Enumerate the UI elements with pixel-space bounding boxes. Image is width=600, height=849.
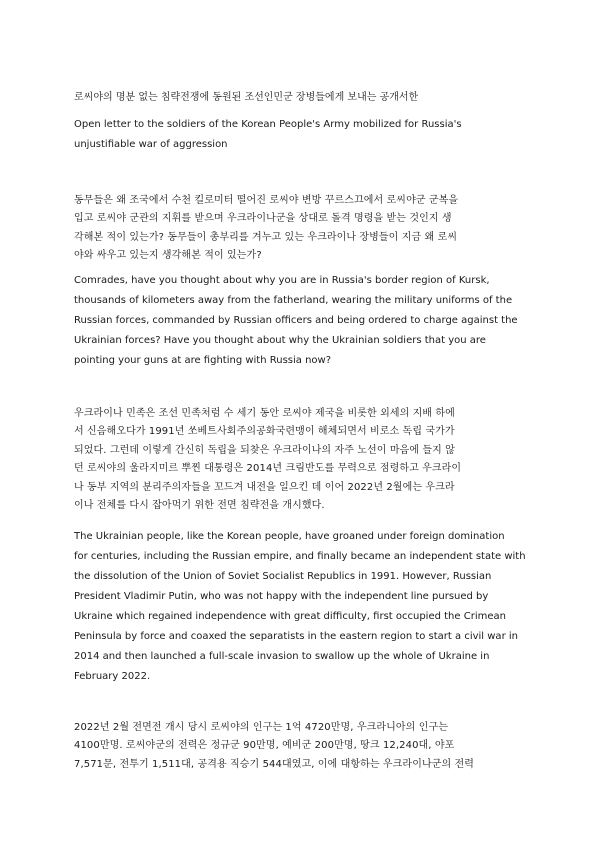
text-line: Peninsula by force and coaxed the separatists in the eastern region to start a civil war in: [74, 631, 518, 642]
text-line: 이나 전체를 다시 잡아먹기 위한 전면 침략전을 개시했다.: [74, 500, 325, 512]
text-line: The Ukrainian people, like the Korean people, have groaned under foreign domination: [74, 531, 505, 542]
text-line: 2022년 2월 전면전 개시 당시 로씨야의 인구는 1억 4720만명, 우크라니아의 인구는: [74, 722, 448, 733]
title-korean: [74, 91, 528, 105]
paragraph-2-korean: [74, 405, 528, 515]
paragraph-1-english: [74, 271, 528, 371]
text-line: 우크라이나 민족은 조선 민족처럼 수 세기 동안 로씨야 제국을 비롯한 외세의 지배 하에: [74, 408, 455, 419]
paragraph-1-korean: [74, 192, 528, 266]
text-line: 나 동부 지역의 분리주의자들을 꼬드겨 내전을 일으킨 데 이어 2022년 2월에는 우크라: [74, 481, 455, 493]
text-line: 각해본 적이 있는가? 동무들이 총부리를 겨누고 있는 우크라이나 장병들이 지금 왜 로씨: [74, 231, 458, 243]
text-line: for centuries, including the Russian empire, and finally became an independent state with: [74, 551, 526, 562]
text-line: 2014 and then launched a full-scale invasion to swallow up the whole of Ukraine in: [74, 651, 490, 662]
title-english: [74, 115, 528, 155]
text-line: Ukraine which regained independence with great difficulty, first occupied the Crimean: [74, 611, 506, 622]
text-line: thousands of kilometers away from the fatherland, wearing the military uniforms of the: [74, 295, 513, 306]
text-line: 4100만명. 로씨야군의 전력은 정규군 90만명, 예비군 200만명, 땅크 12,240대, 야포: [74, 740, 455, 752]
title-english-line: Open letter to the soldiers of the Korean People's Army mobilized for Russia's: [74, 119, 462, 130]
text-line: 던 로씨야의 울라지미르 뿌찐 대통령은 2014년 크림반도를 무력으로 점령하고 우크라이: [74, 463, 462, 475]
text-line: 입고 로씨야 군관의 지휘를 받으며 우크라이나군을 상대로 돌격 명령을 받는 것인지 생: [74, 213, 452, 225]
text-line: February 2022.: [74, 671, 151, 682]
text-line: 동무들은 왜 조국에서 수천 킬로미터 떨어진 로씨야 변방 꾸르스끄에서 로씨야군 군복을: [74, 195, 459, 206]
title-korean-line: 로씨야의 명분 없는 침략전쟁에 동원된 조선인민군 장병들에게 보내는 공개서한: [74, 92, 419, 103]
paragraph-2-english: [74, 527, 528, 687]
text-line: 서 신음해오다가 1991년 쏘베트사회주의공화국련맹이 해체되면서 비로소 독립 국가가: [74, 426, 455, 438]
text-line: 7,571문, 전투기 1,511대, 공격용 직승기 544대였고, 이에 대항하는 우크라이나군의 전력: [74, 758, 475, 770]
text-line: 되었다. 그런데 이렇게 간신히 독립을 되찾은 우크라이나의 자주 노선이 마음에 들지 않: [74, 444, 455, 456]
text-line: the dissolution of the Union of Soviet Socialist Republics in 1991. However, Russian: [74, 571, 492, 582]
text-line: 야와 싸우고 있는지 생각해본 적이 있는가?: [74, 250, 262, 262]
paragraph-3-korean: [74, 719, 528, 774]
text-line: Ukrainian forces? Have you thought about why the Ukrainian soldiers that you are: [74, 335, 486, 346]
text-line: Russian forces, commanded by Russian officers and being ordered to charge against the: [74, 315, 518, 326]
text-line: pointing your guns at are fighting with Russia now?: [74, 355, 332, 366]
text-line: Comrades, have you thought about why you are in Russia's border region of Kursk,: [74, 275, 490, 286]
text-line: President Vladimir Putin, who was not happy with the independent line pursued by: [74, 591, 489, 602]
title-english-line: unjustifiable war of aggression: [74, 139, 228, 150]
